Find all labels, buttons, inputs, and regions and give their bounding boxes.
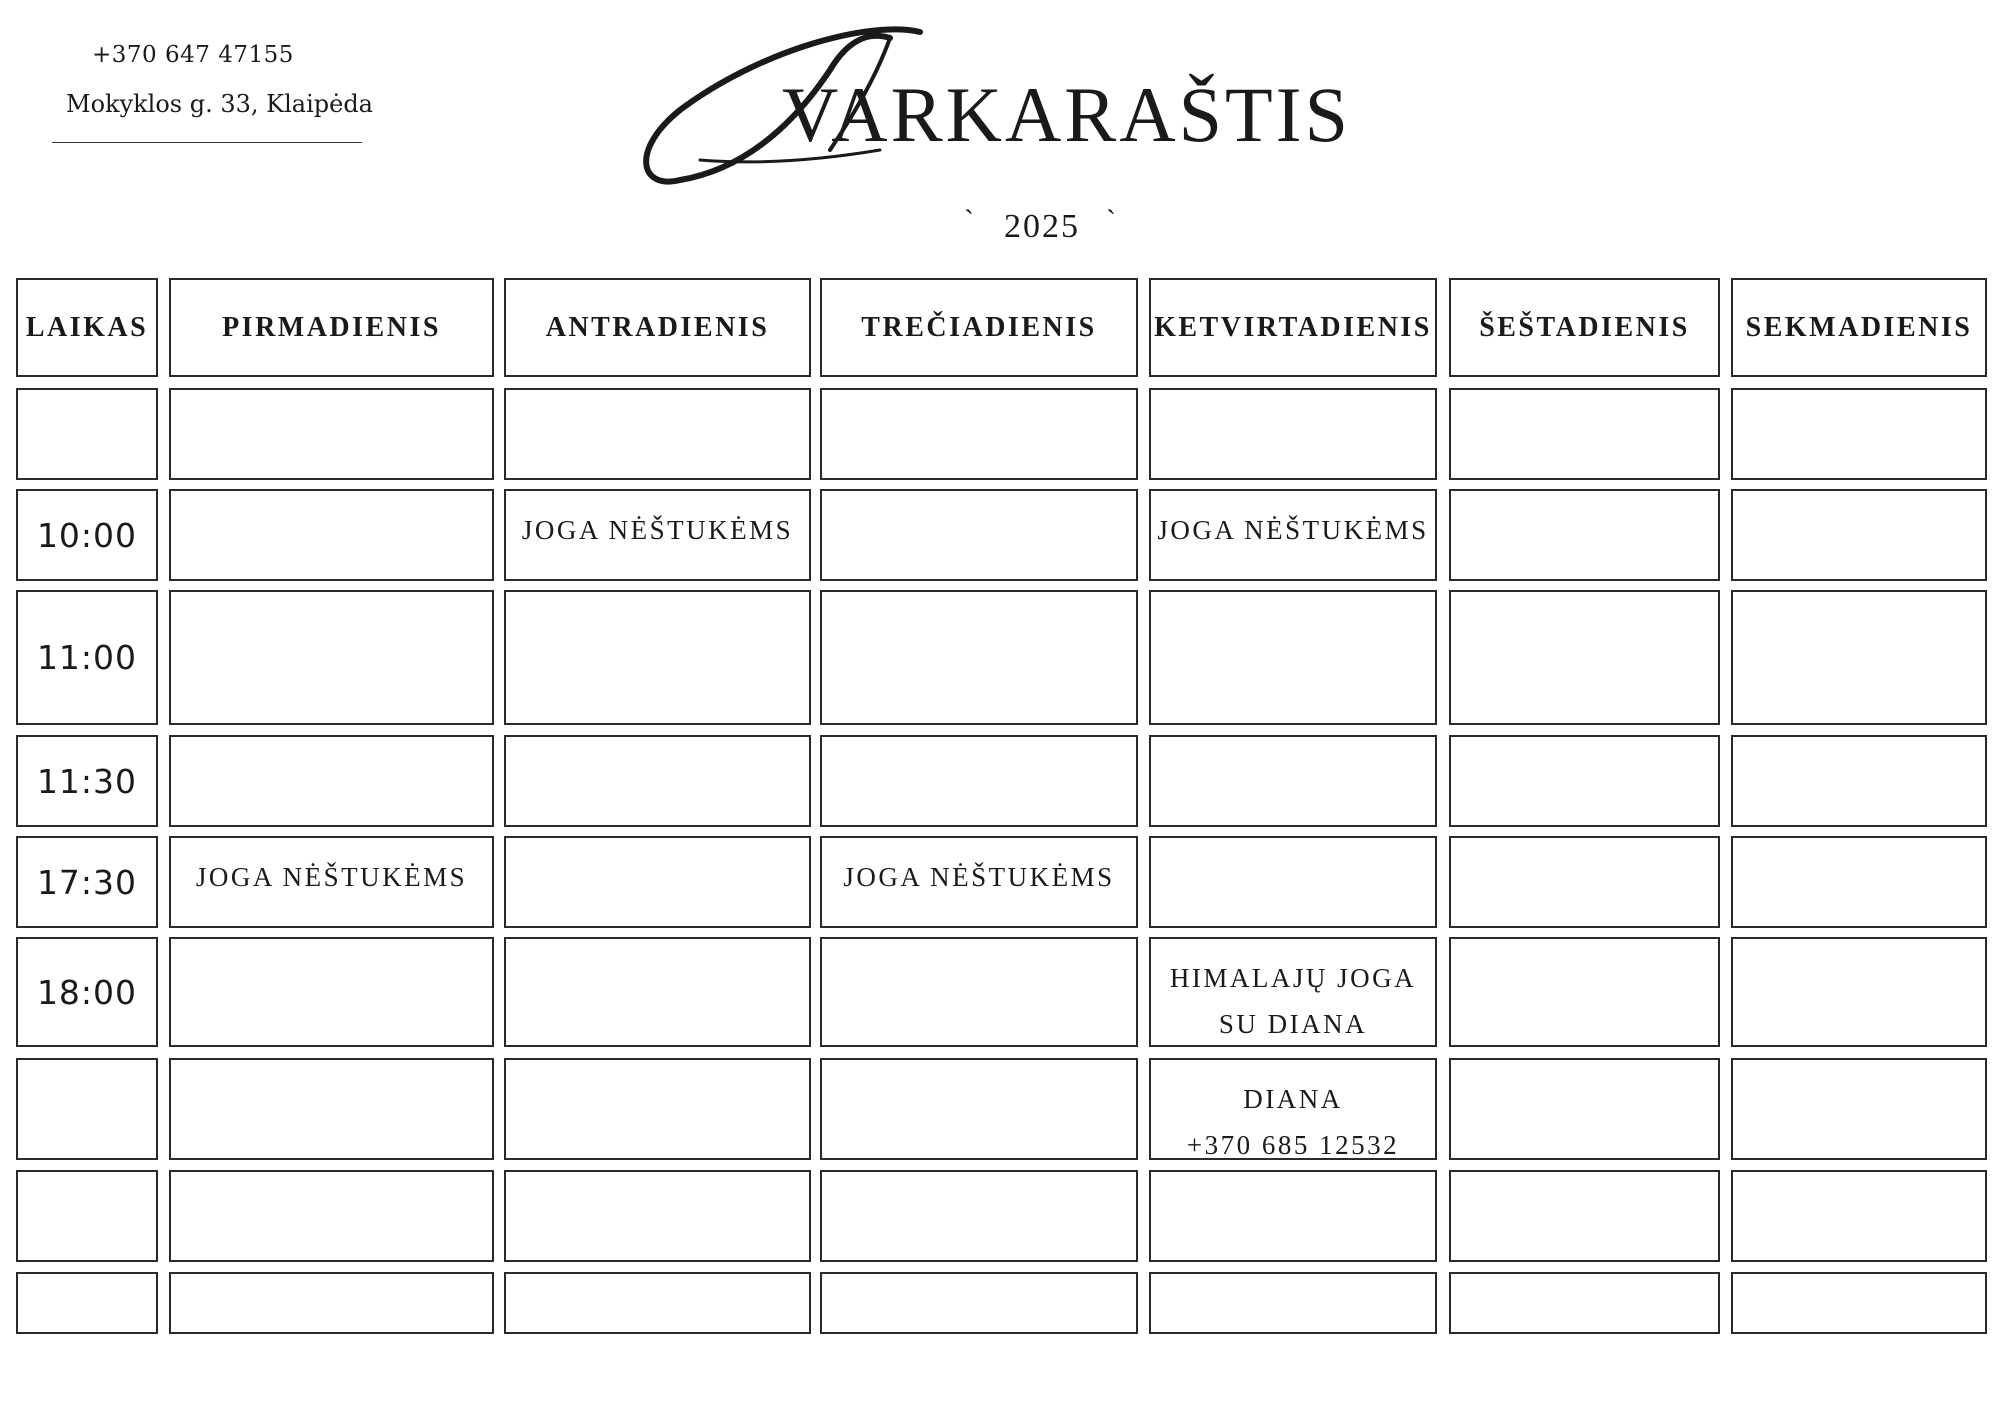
schedule-cell [1449,836,1720,928]
header-cell-text: SEKMADIENIS [1745,311,1973,343]
time-cell [16,388,158,480]
schedule-cell [169,1058,494,1160]
schedule-cell [504,937,811,1047]
time-cell [16,1058,158,1160]
schedule-cell [169,1170,494,1262]
page-title [620,10,1352,200]
schedule-cell [504,1272,811,1334]
schedule-cell [504,590,811,725]
schedule-cell [820,1058,1138,1160]
schedule-cell [1731,836,1987,928]
title-text: VARKARAŠTIS [782,71,1352,158]
schedule-cell [1731,590,1987,725]
schedule-cell [1731,1272,1987,1334]
contact-phone: +370 647 47155 [92,42,294,68]
time-cell [16,489,158,581]
schedule-cell [1731,1058,1987,1160]
schedule-cell [1149,1058,1437,1160]
schedule-cell [169,836,494,928]
schedule-cell [820,590,1138,725]
schedule-cell [820,1170,1138,1262]
schedule-cell [1149,1170,1437,1262]
header-cell [820,278,1138,377]
header-cell [1449,278,1720,377]
schedule-cell [820,836,1138,928]
schedule-cell [1149,735,1437,827]
schedule-cell [1449,937,1720,1047]
schedule-cell [504,489,811,581]
header-cell [16,278,158,377]
schedule-cell-text: JOGA NĖŠTUKĖMS [843,862,1115,892]
schedule-cell [1449,590,1720,725]
header-cell [1149,278,1437,377]
schedule-cell [169,388,494,480]
header-cell-text: ANTRADIENIS [545,311,770,343]
header-cell [504,278,811,377]
schedule-cell [504,388,811,480]
schedule-cell [820,735,1138,827]
header-cell [1731,278,1987,377]
schedule-cell [1449,489,1720,581]
schedule-cell [169,489,494,581]
schedule-cell [1149,1272,1437,1334]
contact-address: Mokyklos g. 33, Klaipėda [66,90,373,118]
header-cell-text: KETVIRTADIENIS [1154,311,1432,343]
contact-divider [52,142,362,143]
schedule-cell-text: JOGA NĖŠTUKĖMS [195,862,468,892]
time-cell [16,937,158,1047]
schedule-cell [1731,1170,1987,1262]
schedule-cell [820,489,1138,581]
schedule-cell [1449,1058,1720,1160]
header-cell-text: TREČIADIENIS [861,311,1097,343]
time-cell-text: 11:00 [36,638,138,677]
schedule-cell-text: JOGA NĖŠTUKĖMS [521,515,794,545]
year-label: 2025 [1004,208,1080,245]
schedule-cell [504,735,811,827]
schedule-cell [1449,1272,1720,1334]
schedule-cell [820,388,1138,480]
time-cell [16,836,158,928]
schedule-cell [820,1272,1138,1334]
time-cell [16,590,158,725]
time-cell-text: 18:00 [36,972,138,1012]
schedule-cell [1731,735,1987,827]
schedule-cell-text: DIANA +370 685 12532 [1186,1084,1400,1160]
schedule-cell [504,1058,811,1160]
time-cell [16,1170,158,1262]
header-cell-text: ŠEŠTADIENIS [1479,311,1690,343]
schedule-cell [169,937,494,1047]
schedule-cell [1731,489,1987,581]
schedule-cell [1449,1170,1720,1262]
schedule-cell [1149,590,1437,725]
time-cell [16,1272,158,1334]
schedule-cell [1149,388,1437,480]
time-cell-text: 10:00 [36,515,138,555]
schedule-cell [820,937,1138,1047]
schedule-cell [1449,388,1720,480]
time-cell-text: 17:30 [36,862,138,902]
schedule-cell [504,836,811,928]
schedule-cell [169,1272,494,1334]
schedule-cell [504,1170,811,1262]
schedule-cell-text: HIMALAJŲ JOGA SU DIANA [1169,963,1417,1039]
year-tick-right: ` [1106,204,1116,237]
schedule-cell [1449,735,1720,827]
schedule-cell [169,590,494,725]
time-cell-text: 11:30 [36,761,138,801]
schedule-cell-text: JOGA NĖŠTUKĖMS [1157,515,1429,545]
schedule-cell [1731,937,1987,1047]
header-cell-text: PIRMADIENIS [222,311,441,343]
schedule-cell [1149,836,1437,928]
schedule-cell [1149,489,1437,581]
schedule-cell [1731,388,1987,480]
schedule-cell [1149,937,1437,1047]
time-cell [16,735,158,827]
header-cell-text: LAIKAS [25,311,149,343]
year-tick-left: ` [964,204,974,237]
header-cell [169,278,494,377]
schedule-cell [169,735,494,827]
